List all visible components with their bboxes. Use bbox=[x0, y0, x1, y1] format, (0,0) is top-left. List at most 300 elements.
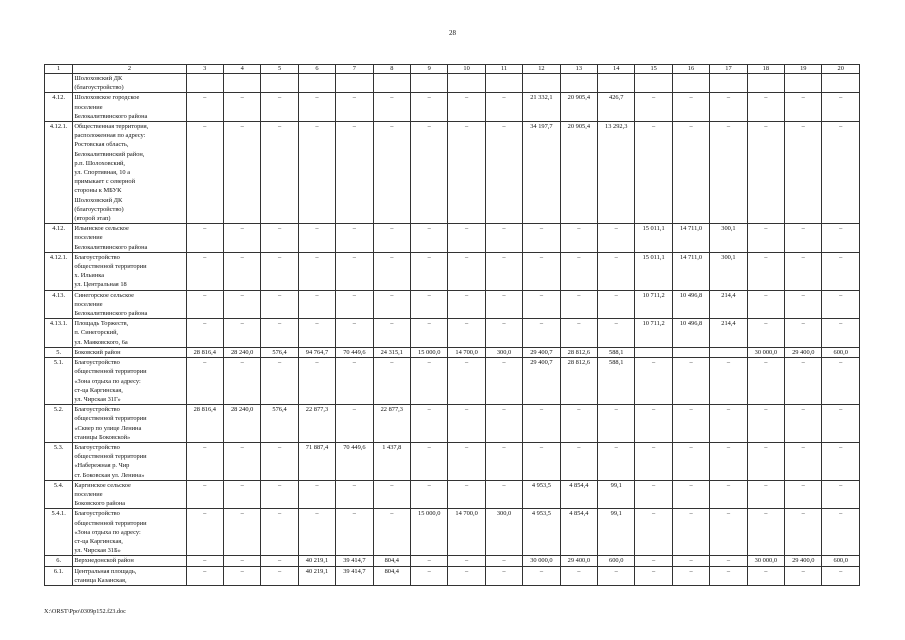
budget-table-container bbox=[44, 64, 860, 586]
value-cell-col-19: – bbox=[785, 480, 822, 509]
value-cell-col-14: 600,0 bbox=[598, 556, 635, 566]
value-cell-col-6: 40 219,1 bbox=[298, 556, 335, 566]
value-cell-col-18: – bbox=[747, 566, 784, 585]
value-cell-col-14: 588,1 bbox=[598, 347, 635, 357]
value-cell-col-19: – bbox=[785, 509, 822, 556]
value-cell-col-11: – bbox=[485, 480, 522, 509]
value-cell-col-8: – bbox=[373, 480, 410, 509]
value-cell-col-8: 22 877,3 bbox=[373, 405, 410, 443]
value-cell-col-6: – bbox=[298, 252, 335, 290]
value-cell-col-4: – bbox=[223, 480, 260, 509]
value-cell-col-13: 4 854,4 bbox=[560, 509, 597, 556]
value-cell-col-16: 10 496,8 bbox=[672, 290, 709, 319]
value-cell-col-9: – bbox=[411, 290, 448, 319]
value-cell-col-14: – bbox=[598, 252, 635, 290]
column-number-6: 6 bbox=[298, 65, 335, 74]
object-name-line: (второй этап) bbox=[74, 215, 111, 223]
column-number-2: 2 bbox=[73, 65, 186, 74]
value-cell-col-12: 4 953,5 bbox=[523, 509, 560, 556]
object-name-line: ул. Маяковского, 6а bbox=[74, 338, 128, 346]
value-cell-col-5: – bbox=[261, 122, 298, 224]
row-index: 6.1. bbox=[45, 566, 73, 585]
value-cell-col-3: – bbox=[186, 290, 223, 319]
value-cell-col-11: – bbox=[485, 224, 522, 253]
table-row bbox=[45, 224, 860, 253]
value-cell-col-3: 28 816,4 bbox=[186, 347, 223, 357]
value-cell-col-11: 300,0 bbox=[485, 509, 522, 556]
value-cell-col-7: – bbox=[336, 509, 373, 556]
value-cell-col-15: – bbox=[635, 405, 672, 443]
value-cell-col-6: – bbox=[298, 93, 335, 122]
footer-file-path: X:\ORST\Ppo\0309p152.f23.doc bbox=[44, 608, 126, 615]
value-cell-col-10 bbox=[448, 74, 485, 93]
value-cell-col-10: – bbox=[448, 480, 485, 509]
column-number-15: 15 bbox=[635, 65, 672, 74]
column-number-4: 4 bbox=[223, 65, 260, 74]
value-cell-col-12: 21 332,1 bbox=[523, 93, 560, 122]
value-cell-col-16 bbox=[672, 74, 709, 93]
table-row bbox=[45, 122, 860, 224]
value-cell-col-13: 4 854,4 bbox=[560, 480, 597, 509]
column-number-20: 20 bbox=[822, 65, 860, 74]
value-cell-col-17: 214,4 bbox=[710, 319, 747, 348]
column-number-18: 18 bbox=[747, 65, 784, 74]
object-name-line: ст-ца Каргинская, bbox=[74, 537, 123, 545]
value-cell-col-10: 14 700,0 bbox=[448, 347, 485, 357]
value-cell-col-6: – bbox=[298, 319, 335, 348]
row-index: 4.12. bbox=[45, 224, 73, 253]
value-cell-col-4: 28 240,0 bbox=[223, 347, 260, 357]
object-name-line: (благоустройство) bbox=[74, 84, 124, 92]
value-cell-col-18: – bbox=[747, 405, 784, 443]
value-cell-col-11: – bbox=[485, 122, 522, 224]
value-cell-col-16: – bbox=[672, 556, 709, 566]
value-cell-col-10: – bbox=[448, 319, 485, 348]
value-cell-col-16: – bbox=[672, 566, 709, 585]
value-cell-col-12: – bbox=[523, 252, 560, 290]
value-cell-col-18: – bbox=[747, 224, 784, 253]
value-cell-col-16: – bbox=[672, 405, 709, 443]
row-object-name bbox=[73, 319, 186, 348]
value-cell-col-15: – bbox=[635, 556, 672, 566]
value-cell-col-10: – bbox=[448, 566, 485, 585]
value-cell-col-6: – bbox=[298, 224, 335, 253]
value-cell-col-8: – bbox=[373, 224, 410, 253]
value-cell-col-16: – bbox=[672, 93, 709, 122]
object-name-line: «Набережная р. Чир bbox=[74, 462, 130, 470]
value-cell-col-15: – bbox=[635, 480, 672, 509]
row-object-name bbox=[73, 509, 186, 556]
value-cell-col-8: 804,4 bbox=[373, 566, 410, 585]
object-name-line: «Зона отдыха по адресу: bbox=[74, 377, 141, 385]
row-index: 4.13. bbox=[45, 290, 73, 319]
value-cell-col-19: – bbox=[785, 319, 822, 348]
value-cell-col-3: – bbox=[186, 480, 223, 509]
value-cell-col-4: – bbox=[223, 93, 260, 122]
value-cell-col-16: 10 496,8 bbox=[672, 319, 709, 348]
column-number-12: 12 bbox=[523, 65, 560, 74]
object-name-line: Площадь Торжеств, bbox=[74, 320, 129, 328]
value-cell-col-14: 13 292,3 bbox=[598, 122, 635, 224]
value-cell-col-4: 28 240,0 bbox=[223, 405, 260, 443]
table-row bbox=[45, 442, 860, 480]
value-cell-col-8: – bbox=[373, 358, 410, 405]
object-name-line: Шолоховское городское bbox=[74, 94, 140, 102]
value-cell-col-20: 600,0 bbox=[822, 556, 860, 566]
value-cell-col-19: – bbox=[785, 405, 822, 443]
row-object-name bbox=[73, 556, 186, 566]
value-cell-col-10: 14 700,0 bbox=[448, 509, 485, 556]
table-row bbox=[45, 566, 860, 585]
object-name-line: Белокалитвинского района bbox=[74, 310, 148, 318]
value-cell-col-5: – bbox=[261, 480, 298, 509]
value-cell-col-8: – bbox=[373, 290, 410, 319]
value-cell-col-15 bbox=[635, 74, 672, 93]
value-cell-col-8: – bbox=[373, 509, 410, 556]
value-cell-col-5: – bbox=[261, 556, 298, 566]
value-cell-col-15: – bbox=[635, 566, 672, 585]
value-cell-col-17: – bbox=[710, 556, 747, 566]
value-cell-col-17: 300,1 bbox=[710, 224, 747, 253]
table-header-row bbox=[45, 65, 860, 74]
value-cell-col-17: – bbox=[710, 566, 747, 585]
column-number-10: 10 bbox=[448, 65, 485, 74]
value-cell-col-18: – bbox=[747, 319, 784, 348]
row-object-name bbox=[73, 480, 186, 509]
value-cell-col-20: – bbox=[822, 224, 860, 253]
value-cell-col-6: 22 877,3 bbox=[298, 405, 335, 443]
value-cell-col-16: – bbox=[672, 509, 709, 556]
value-cell-col-20: – bbox=[822, 509, 860, 556]
value-cell-col-10: – bbox=[448, 358, 485, 405]
row-index bbox=[45, 74, 73, 93]
value-cell-col-7: – bbox=[336, 358, 373, 405]
object-name-line: ул. Центральная 18 bbox=[74, 281, 127, 289]
value-cell-col-9: – bbox=[411, 405, 448, 443]
value-cell-col-20: – bbox=[822, 122, 860, 224]
value-cell-col-16: 14 711,0 bbox=[672, 252, 709, 290]
value-cell-col-10: – bbox=[448, 290, 485, 319]
value-cell-col-11: 300,0 bbox=[485, 347, 522, 357]
row-object-name bbox=[73, 252, 186, 290]
value-cell-col-12: – bbox=[523, 405, 560, 443]
object-name-line: ул. Спортивная, 10 а bbox=[74, 169, 131, 177]
column-number-9: 9 bbox=[411, 65, 448, 74]
value-cell-col-3: – bbox=[186, 319, 223, 348]
object-name-line: Шолоховский ДК bbox=[74, 196, 123, 204]
value-cell-col-11: – bbox=[485, 358, 522, 405]
value-cell-col-16: – bbox=[672, 480, 709, 509]
value-cell-col-3: – bbox=[186, 224, 223, 253]
value-cell-col-6 bbox=[298, 74, 335, 93]
value-cell-col-19: 29 400,0 bbox=[785, 556, 822, 566]
value-cell-col-19: – bbox=[785, 290, 822, 319]
value-cell-col-4: – bbox=[223, 442, 260, 480]
object-name-line: ул. Чирская 31Г» bbox=[74, 395, 121, 403]
value-cell-col-10: – bbox=[448, 122, 485, 224]
value-cell-col-17: – bbox=[710, 509, 747, 556]
value-cell-col-16: – bbox=[672, 442, 709, 480]
page-number: 28 bbox=[449, 29, 456, 37]
column-number-19: 19 bbox=[785, 65, 822, 74]
value-cell-col-6: 40 219,1 bbox=[298, 566, 335, 585]
value-cell-col-9: – bbox=[411, 566, 448, 585]
value-cell-col-3: – bbox=[186, 566, 223, 585]
value-cell-col-18: – bbox=[747, 480, 784, 509]
value-cell-col-14: – bbox=[598, 442, 635, 480]
value-cell-col-3: 28 816,4 bbox=[186, 405, 223, 443]
column-number-14: 14 bbox=[598, 65, 635, 74]
value-cell-col-15: 15 011,1 bbox=[635, 252, 672, 290]
value-cell-col-13: – bbox=[560, 566, 597, 585]
value-cell-col-19: – bbox=[785, 122, 822, 224]
value-cell-col-17: – bbox=[710, 405, 747, 443]
row-index: 6. bbox=[45, 556, 73, 566]
object-name-line: Белокалитвинского района bbox=[74, 243, 148, 251]
row-object-name bbox=[73, 290, 186, 319]
value-cell-col-8 bbox=[373, 74, 410, 93]
object-name-line: поселение bbox=[74, 234, 103, 242]
value-cell-col-17 bbox=[710, 74, 747, 93]
value-cell-col-4 bbox=[223, 74, 260, 93]
value-cell-col-5: – bbox=[261, 290, 298, 319]
object-name-line: Благоустройство bbox=[74, 359, 120, 367]
value-cell-col-10: – bbox=[448, 252, 485, 290]
value-cell-col-19: – bbox=[785, 358, 822, 405]
value-cell-col-6: – bbox=[298, 509, 335, 556]
value-cell-col-20: – bbox=[822, 566, 860, 585]
value-cell-col-4: – bbox=[223, 252, 260, 290]
object-name-line: Центральная площадь, bbox=[74, 567, 137, 575]
value-cell-col-5: – bbox=[261, 509, 298, 556]
value-cell-col-14: – bbox=[598, 319, 635, 348]
object-name-line: поселение bbox=[74, 300, 103, 308]
object-name-line: ст-ца Каргинская, bbox=[74, 386, 123, 394]
value-cell-col-4: – bbox=[223, 556, 260, 566]
object-name-line: Верхнедонской район bbox=[74, 557, 134, 565]
value-cell-col-9: – bbox=[411, 442, 448, 480]
row-object-name bbox=[73, 405, 186, 443]
value-cell-col-9: – bbox=[411, 358, 448, 405]
value-cell-col-11: – bbox=[485, 556, 522, 566]
value-cell-col-9 bbox=[411, 74, 448, 93]
value-cell-col-11: – bbox=[485, 319, 522, 348]
object-name-line: ул. Чирская 31Б» bbox=[74, 547, 121, 555]
object-name-line: поселение bbox=[74, 103, 103, 111]
value-cell-col-4: – bbox=[223, 224, 260, 253]
column-number-3: 3 bbox=[186, 65, 223, 74]
column-number-1: 1 bbox=[45, 65, 73, 74]
column-number-16: 16 bbox=[672, 65, 709, 74]
value-cell-col-14: – bbox=[598, 566, 635, 585]
value-cell-col-7: – bbox=[336, 252, 373, 290]
value-cell-col-11: – bbox=[485, 290, 522, 319]
value-cell-col-11 bbox=[485, 74, 522, 93]
value-cell-col-3: – bbox=[186, 556, 223, 566]
value-cell-col-20: – bbox=[822, 93, 860, 122]
object-name-line: Благоустройство bbox=[74, 406, 120, 414]
value-cell-col-13: 28 812,6 bbox=[560, 358, 597, 405]
value-cell-col-12: – bbox=[523, 290, 560, 319]
row-object-name bbox=[73, 347, 186, 357]
object-name-line: Каргинское сельское bbox=[74, 481, 131, 489]
value-cell-col-12: – bbox=[523, 566, 560, 585]
value-cell-col-3: – bbox=[186, 509, 223, 556]
row-index: 4.12. bbox=[45, 93, 73, 122]
value-cell-col-5: – bbox=[261, 358, 298, 405]
row-index: 4.13.1. bbox=[45, 319, 73, 348]
value-cell-col-12: 30 000,0 bbox=[523, 556, 560, 566]
object-name-line: общественной территории bbox=[74, 519, 147, 527]
value-cell-col-19: – bbox=[785, 566, 822, 585]
object-name-line: Белокалитвинский район, bbox=[74, 150, 145, 158]
value-cell-col-5: – bbox=[261, 93, 298, 122]
value-cell-col-19: – bbox=[785, 442, 822, 480]
value-cell-col-14 bbox=[598, 74, 635, 93]
row-object-name bbox=[73, 566, 186, 585]
table-row bbox=[45, 509, 860, 556]
value-cell-col-19: 29 400,0 bbox=[785, 347, 822, 357]
row-object-name bbox=[73, 224, 186, 253]
value-cell-col-12: 34 197,7 bbox=[523, 122, 560, 224]
row-index: 5.1. bbox=[45, 358, 73, 405]
value-cell-col-7: 70 449,6 bbox=[336, 347, 373, 357]
object-name-line: р.п. Шолоховский, bbox=[74, 159, 126, 167]
value-cell-col-20: – bbox=[822, 252, 860, 290]
value-cell-col-8: – bbox=[373, 319, 410, 348]
value-cell-col-12: – bbox=[523, 442, 560, 480]
value-cell-col-18 bbox=[747, 74, 784, 93]
column-number-13: 13 bbox=[560, 65, 597, 74]
value-cell-col-4: – bbox=[223, 122, 260, 224]
object-name-line: Общественная территория, bbox=[74, 123, 149, 131]
value-cell-col-17: – bbox=[710, 93, 747, 122]
value-cell-col-7: – bbox=[336, 224, 373, 253]
value-cell-col-8: – bbox=[373, 252, 410, 290]
value-cell-col-12: – bbox=[523, 319, 560, 348]
value-cell-col-13: 20 905,4 bbox=[560, 93, 597, 122]
row-index: 4.12.1. bbox=[45, 122, 73, 224]
object-name-line: Шолоховский ДК bbox=[74, 75, 123, 82]
value-cell-col-4: – bbox=[223, 566, 260, 585]
value-cell-col-11: – bbox=[485, 405, 522, 443]
value-cell-col-13: – bbox=[560, 252, 597, 290]
object-name-line: п. Синегорский, bbox=[74, 329, 119, 337]
value-cell-col-18: 30 000,0 bbox=[747, 347, 784, 357]
value-cell-col-15: – bbox=[635, 122, 672, 224]
value-cell-col-14: 426,7 bbox=[598, 93, 635, 122]
table-row bbox=[45, 405, 860, 443]
value-cell-col-7: 70 449,6 bbox=[336, 442, 373, 480]
object-name-line: Ильинское сельское bbox=[74, 225, 129, 233]
value-cell-col-18: – bbox=[747, 290, 784, 319]
value-cell-col-5: – bbox=[261, 252, 298, 290]
value-cell-col-6: 94 764,7 bbox=[298, 347, 335, 357]
value-cell-col-6: – bbox=[298, 358, 335, 405]
value-cell-col-16 bbox=[672, 347, 709, 357]
row-object-name bbox=[73, 93, 186, 122]
value-cell-col-10: – bbox=[448, 224, 485, 253]
value-cell-col-12: 29 400,7 bbox=[523, 358, 560, 405]
object-name-line: Благоустройство bbox=[74, 510, 120, 518]
value-cell-col-8: 24 315,1 bbox=[373, 347, 410, 357]
value-cell-col-17: – bbox=[710, 122, 747, 224]
value-cell-col-3: – bbox=[186, 122, 223, 224]
table-row bbox=[45, 290, 860, 319]
value-cell-col-16: – bbox=[672, 358, 709, 405]
value-cell-col-4: – bbox=[223, 358, 260, 405]
table-row bbox=[45, 252, 860, 290]
table-row bbox=[45, 74, 860, 93]
value-cell-col-18: – bbox=[747, 93, 784, 122]
row-index: 5.4.1. bbox=[45, 509, 73, 556]
object-name-line: Белокалитвинского района bbox=[74, 112, 148, 120]
column-number-7: 7 bbox=[336, 65, 373, 74]
value-cell-col-13: 20 905,4 bbox=[560, 122, 597, 224]
row-object-name bbox=[73, 74, 186, 93]
object-name-line: станица Казанская, bbox=[74, 576, 127, 584]
value-cell-col-7: – bbox=[336, 122, 373, 224]
value-cell-col-18: – bbox=[747, 509, 784, 556]
value-cell-col-5: 576,4 bbox=[261, 347, 298, 357]
value-cell-col-20 bbox=[822, 74, 860, 93]
value-cell-col-18: – bbox=[747, 442, 784, 480]
object-name-line: «Сквер по улице Ленина bbox=[74, 424, 142, 432]
value-cell-col-12 bbox=[523, 74, 560, 93]
value-cell-col-15: 15 011,1 bbox=[635, 224, 672, 253]
value-cell-col-20: – bbox=[822, 290, 860, 319]
value-cell-col-17: 300,1 bbox=[710, 252, 747, 290]
row-object-name bbox=[73, 442, 186, 480]
row-object-name bbox=[73, 122, 186, 224]
value-cell-col-13: – bbox=[560, 290, 597, 319]
value-cell-col-7 bbox=[336, 74, 373, 93]
object-name-line: Ростовская область, bbox=[74, 141, 129, 149]
object-name-line: «Зона отдыха по адресу: bbox=[74, 528, 141, 536]
value-cell-col-7: 39 414,7 bbox=[336, 566, 373, 585]
value-cell-col-4: – bbox=[223, 290, 260, 319]
value-cell-col-13: – bbox=[560, 224, 597, 253]
column-number-5: 5 bbox=[261, 65, 298, 74]
value-cell-col-3: – bbox=[186, 358, 223, 405]
value-cell-col-9: 15 000,0 bbox=[411, 509, 448, 556]
value-cell-col-3: – bbox=[186, 442, 223, 480]
table-row bbox=[45, 480, 860, 509]
value-cell-col-5: – bbox=[261, 224, 298, 253]
value-cell-col-5: – bbox=[261, 319, 298, 348]
value-cell-col-9: – bbox=[411, 556, 448, 566]
value-cell-col-10: – bbox=[448, 442, 485, 480]
value-cell-col-10: – bbox=[448, 556, 485, 566]
row-index: 4.12.1. bbox=[45, 252, 73, 290]
value-cell-col-20: – bbox=[822, 358, 860, 405]
column-number-11: 11 bbox=[485, 65, 522, 74]
object-name-line: х. Ильинка bbox=[74, 272, 105, 280]
value-cell-col-15 bbox=[635, 347, 672, 357]
row-index: 5.3. bbox=[45, 442, 73, 480]
value-cell-col-19 bbox=[785, 74, 822, 93]
object-name-line: станицы Боковской» bbox=[74, 433, 131, 441]
value-cell-col-20: – bbox=[822, 405, 860, 443]
value-cell-col-12: 29 400,7 bbox=[523, 347, 560, 357]
object-name-line: общественной территории bbox=[74, 263, 147, 271]
object-name-line: стороны к МБУК bbox=[74, 187, 122, 195]
value-cell-col-11: – bbox=[485, 252, 522, 290]
value-cell-col-8: 804,4 bbox=[373, 556, 410, 566]
value-cell-col-6: – bbox=[298, 122, 335, 224]
value-cell-col-18: – bbox=[747, 252, 784, 290]
value-cell-col-15: – bbox=[635, 442, 672, 480]
